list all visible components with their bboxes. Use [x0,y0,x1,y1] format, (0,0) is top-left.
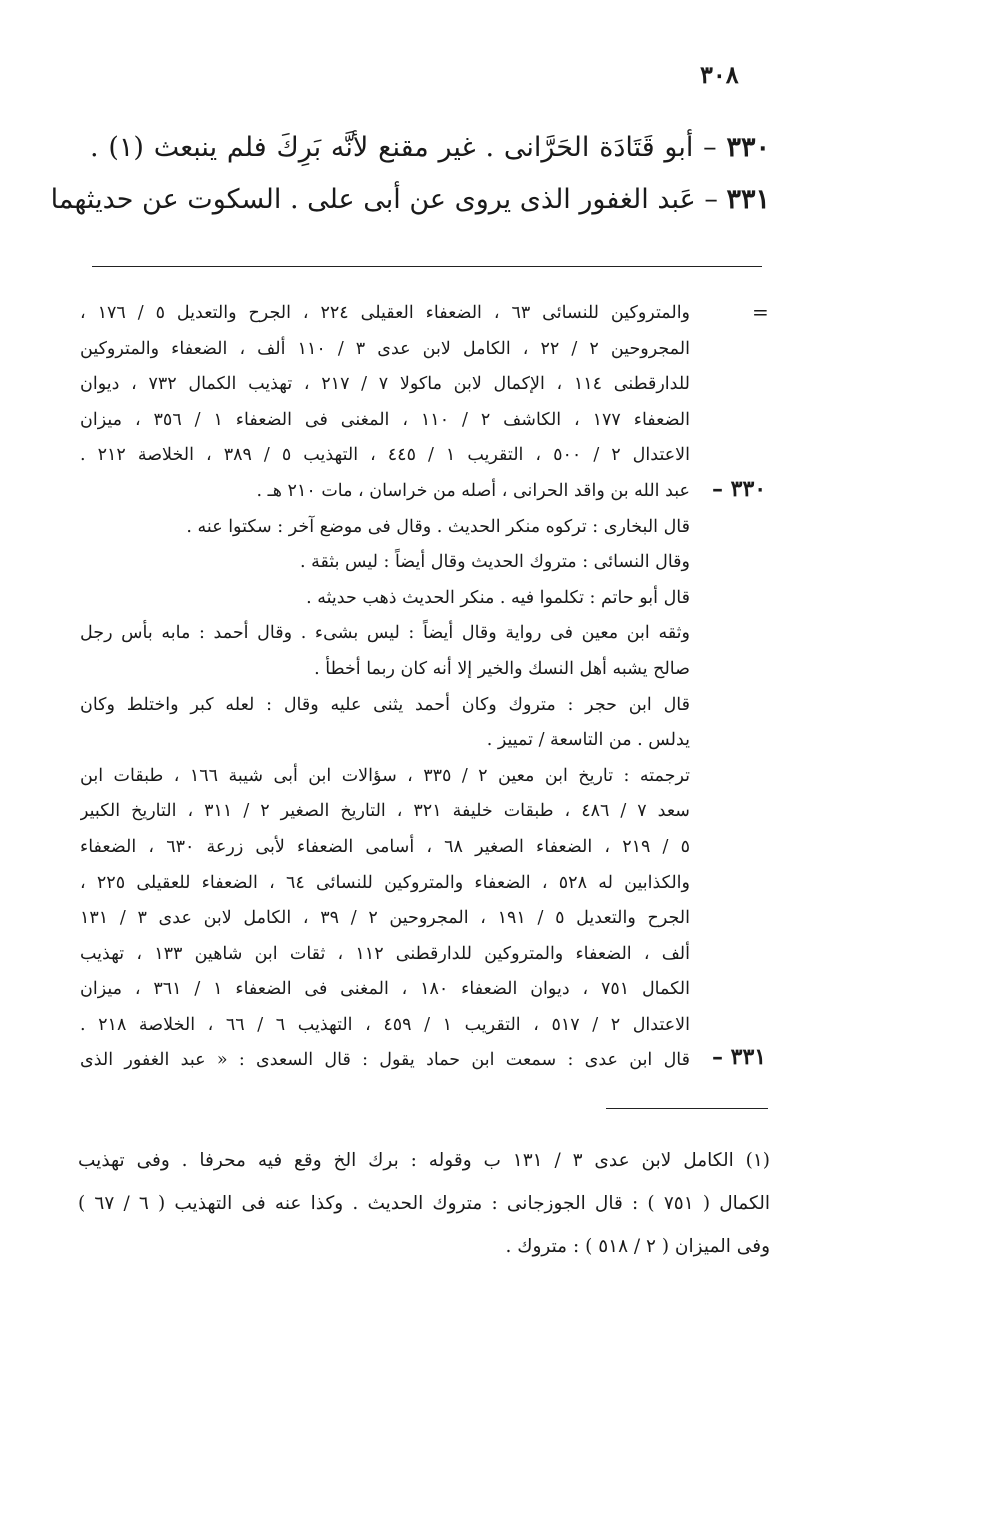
continuation-marker: = [752,300,769,324]
note-line: يدلس . من التاسعة / تمييز . [486,730,690,751]
footnote-line: وفى الميزان ( ٢ / ٥١٨ ) : متروك . [505,1236,770,1257]
entry-number: ٣٣٠ [726,132,770,163]
note-line: الضعفاء ١٧٧ ، الكاشف ٢ / ١١٠ ، المغنى فى الضعفاء ١ / ٣٥٦ ، ميزان [80,409,690,430]
note-line: وقال النسائى : متروك الحديث وقال أيضاً : ليس بثقة . [299,552,690,573]
entry-331 [50,184,770,215]
entry-330 [90,132,770,163]
entry-text: – أبو قَتَادَة الحَرَّانى . غير مقنع لأنَّه بَرِكَ فلم ينبعث (١) . [90,132,717,163]
note-line: والمتروكين للنسائى ٦٣ ، الضعفاء العقيلى ٢٢٤ ، الجرح والتعديل ٥ / ١٧٦ ، [80,303,690,323]
note-line: المجروحين ٢ / ٢٢ ، الكامل لابن عدى ٣ / ١١٠ ألف ، الضعفاء والمتروكين [80,338,690,359]
entry-text: – عَبد الغفور الذى يروى عن أبى على . السكوت عن حديثهما [50,184,718,215]
note-line: قال ابن حجر : متروك وكان أحمد يثنى عليه وقال : لعله كبر واختلط وكان [80,694,690,715]
footnote-line: الكمال ( ٧٥١ ) : قال الجوزجانى : متروك الحديث . وكذا عنه فى التهذيب ( ٦ / ٦٧ ) [78,1193,770,1214]
note-line: قال أبو حاتم : تكلموا فيه . منكر الحديث ذهب حديثه . [306,587,690,608]
note-line: الاعتدال ٢ / ٥٠٠ ، التقريب ١ / ٤٤٥ ، التهذيب ٥ / ٣٨٩ ، الخلاصة ٢١٢ . [80,445,690,466]
footnotes-block [78,1139,770,1268]
note-line: قال ابن عدى : سمعت ابن حماد يقول : قال السعدى : « عبد الغفور الذى [80,1050,690,1071]
note-line: للدارقطنى ١١٤ ، الإكمال لابن ماكولا ٧ / ٢١٧ ، تهذيب الكمال ٧٣٢ ، ديوان [80,374,690,395]
note-line: قال البخارى : تركوه منكر الحديث . وقال فى موضع آخر : سكتوا عنه . [186,516,690,537]
notes-divider [92,266,762,267]
note-line: ألف ، الضعفاء والمتروكين للدارقطنى ١١٢ ، ثقات ابن شاهين ١٣٣ ، تهذيب [80,943,690,964]
note-line: ترجمته : تاريخ ابن معين ٢ / ٣٣٥ ، سؤالات ابن أبى شيبة ١٦٦ ، طبقات ابن [80,765,690,786]
note-line: عبد الله بن واقد الحرانى ، أصله من خراسان ، مات ٢١٠ هـ . [256,480,690,501]
footnote-divider [606,1108,768,1109]
note-line: سعد ٧ / ٤٨٦ ، طبقات خليفة ٣٢١ ، التاريخ الصغير ٢ / ٣١١ ، التاريخ الكبير [80,801,690,822]
note-line: الاعتدال ٢ / ٥١٧ ، التقريب ١ / ٤٥٩ ، التهذيب ٦ / ٦٦ ، الخلاصة ٢١٨ . [80,1014,690,1035]
note-331-marker: ٣٣١ – [712,1044,767,1070]
note-line: صالح يشبه أهل النسك والخير إلا أنه كان ربما أخطأ . [314,658,690,679]
notes-block [80,296,690,1079]
note-330-marker: ٣٣٠ – [712,476,767,502]
note-line: الكمال ٧٥١ ، ديوان الضعفاء ١٨٠ ، المغنى فى الضعفاء ١ / ٣٦١ ، ميزان [80,979,690,1000]
footnote-line: (١) الكامل لابن عدى ٣ / ١٣١ ب وقوله : برك الخ وقع فيه محرفا . وفى تهذيب [78,1150,770,1171]
entry-number: ٣٣١ [726,184,770,215]
note-line: والكذابين له ٥٢٨ ، الضعفاء والمتروكين للنسائى ٦٤ ، الضعفاء للعقيلى ٢٢٥ ، [80,872,690,893]
note-line: ٥ / ٢١٩ ، الضعفاء الصغير ٦٨ ، أسامى الضعفاء لأبى زرعة ٦٣٠ ، الضعفاء [80,836,690,857]
page-number: ٣٠٨ [700,60,739,89]
note-line: وثقه ابن معين فى رواية وقال أيضاً : ليس بشىء . وقال أحمد : مابه بأس رجل [80,623,690,644]
note-line: الجرح والتعديل ٥ / ١٩١ ، المجروحين ٢ / ٣٩ ، الكامل لابن عدى ٣ / ١٣١ [80,908,690,929]
